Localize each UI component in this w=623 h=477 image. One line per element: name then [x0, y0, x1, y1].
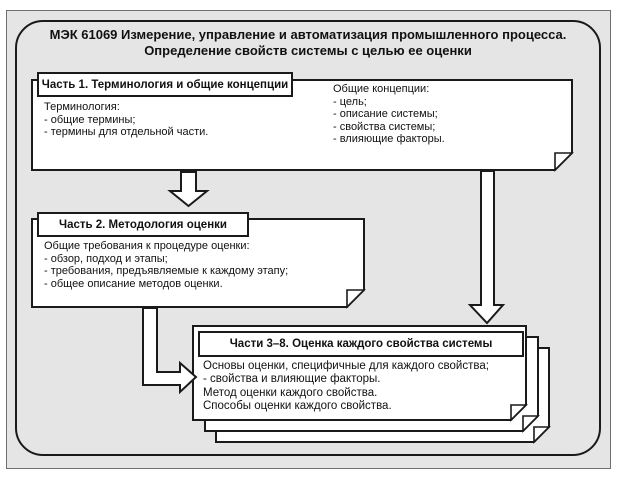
text-line: Способы оценки каждого свойства.: [203, 400, 392, 413]
text-line: Общие концепции:: [333, 83, 430, 95]
part2-body: [44, 240, 288, 290]
parts3-8-header: [198, 331, 524, 357]
part1-body-terminology: [44, 101, 208, 139]
part2-header-label: Часть 2. Методология оценки: [59, 218, 227, 231]
text-line: - цель;: [333, 95, 367, 108]
text-line: Основы оценки, специфичные для каждого свойства;: [203, 360, 489, 372]
text-line: - свойства системы;: [333, 120, 436, 133]
parts3-8-header-label: Части 3–8. Оценка каждого свойства системы: [229, 338, 493, 350]
parts3-8-body: [203, 360, 489, 414]
text-line: - общее описание методов оценки.: [44, 277, 223, 290]
diagram-title-line2: Определение свойств системы с целью ее оценки: [144, 42, 472, 58]
text-line: Метод оценки каждого свойства.: [203, 386, 378, 399]
text-line: Терминология:: [44, 101, 120, 113]
part2-header: [37, 212, 249, 237]
part1-body-concepts: [333, 83, 445, 146]
text-line: - требования, предъявляемые к каждому этапу;: [44, 265, 289, 278]
text-line: - описание системы;: [333, 108, 438, 121]
text-line: Общие требования к процедуре оценки:: [44, 240, 250, 252]
text-line: - обзор, подход и этапы;: [44, 252, 168, 265]
diagram-title-line1: МЭК 61069 Измерение, управление и автоматизация промышленного процесса.: [49, 27, 567, 42]
part1-header: [37, 72, 293, 97]
page-fold-icon: [511, 405, 526, 420]
text-line: - термины для отдельной части.: [44, 126, 209, 139]
text-line: - влияющие факторы.: [333, 133, 445, 146]
part1-header-label: Часть 1. Терминология и общие концепции: [41, 78, 289, 91]
text-line: - свойства и влияющие факторы.: [203, 373, 381, 386]
page-fold-icon: [347, 290, 364, 307]
diagram-title: [15, 27, 601, 58]
page-fold-icon: [555, 153, 572, 170]
text-line: - общие термины;: [44, 113, 136, 126]
